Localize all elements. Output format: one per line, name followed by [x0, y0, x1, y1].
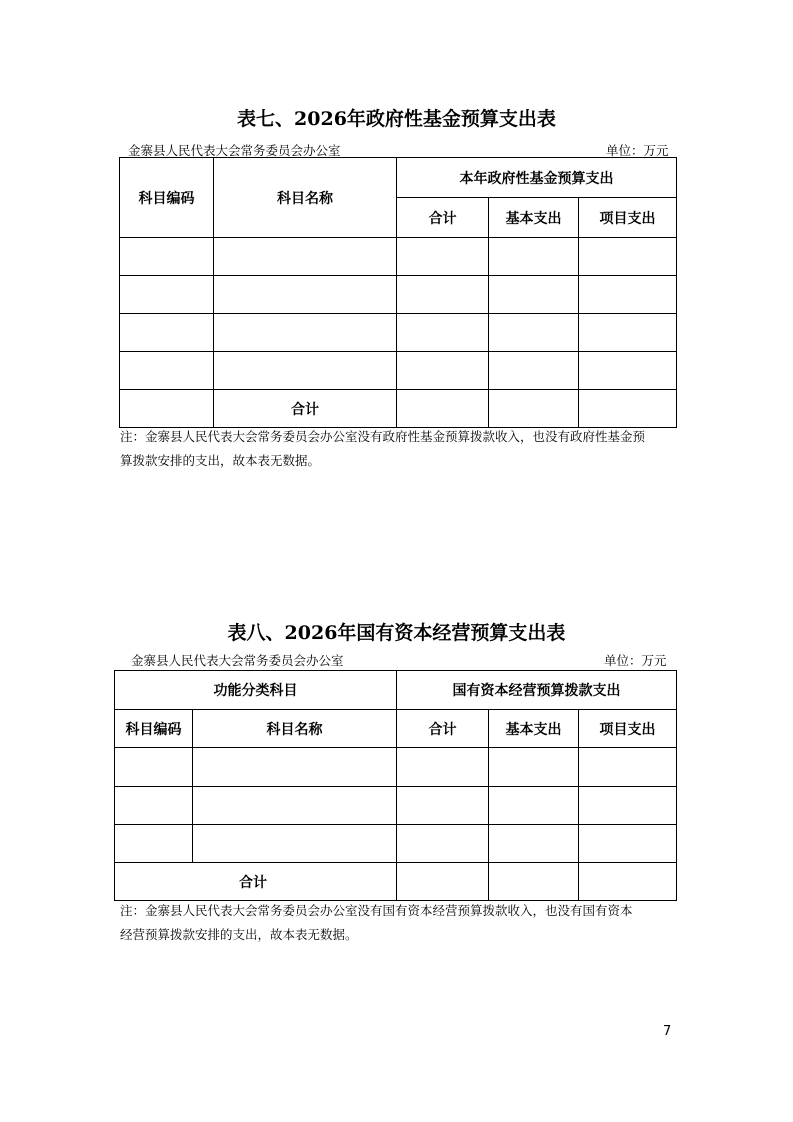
table8-unit: 单位：万元 — [604, 653, 667, 668]
table-row — [120, 314, 677, 352]
table7-org: 金寨县人民代表大会常务委员会办公室 — [128, 143, 341, 158]
table7-note-line1: 注：金寨县人民代表大会常务委员会办公室没有政府性基金预算拨款收入，也没有政府性基金预 — [120, 429, 646, 444]
table7-header-total: 合计 — [397, 198, 489, 238]
table8-total-label: 合计 — [115, 863, 397, 901]
table8-header-group-left: 功能分类科目 — [115, 671, 397, 710]
table8-header-project: 项目支出 — [579, 710, 677, 748]
table-row — [115, 748, 677, 787]
table8-header-total: 合计 — [397, 710, 489, 748]
table8 — [114, 670, 677, 901]
table8-title: 表八、2026年国有资本经营预算支出表 — [227, 622, 566, 644]
table7-note-line2: 算拨款安排的支出，故本表无数据。 — [120, 453, 321, 468]
table8-header-basic: 基本支出 — [489, 710, 579, 748]
table8-org: 金寨县人民代表大会常务委员会办公室 — [131, 653, 344, 668]
table7-header-project: 项目支出 — [579, 198, 677, 238]
table-row — [120, 276, 677, 314]
table-row — [120, 238, 677, 276]
page-number: 7 — [663, 1024, 672, 1039]
table7-unit: 单位：万元 — [606, 143, 669, 158]
table7-title: 表七、2026年政府性基金预算支出表 — [237, 108, 556, 130]
table7-total-label: 合计 — [214, 390, 397, 428]
table7-header-basic: 基本支出 — [489, 198, 579, 238]
table-row — [120, 352, 677, 390]
table7-header-name: 科目名称 — [214, 158, 397, 238]
table7 — [119, 157, 677, 428]
table-row — [115, 825, 677, 863]
table8-header-name: 科目名称 — [193, 710, 397, 748]
table8-note-line2: 经营预算拨款安排的支出，故本表无数据。 — [120, 927, 358, 942]
table7-note — [120, 425, 676, 473]
table8-note — [120, 899, 676, 947]
table7-header-code: 科目编码 — [120, 158, 214, 238]
table7-header-group: 本年政府性基金预算支出 — [397, 158, 677, 198]
table8-header-code: 科目编码 — [115, 710, 193, 748]
table8-note-line1: 注：金寨县人民代表大会常务委员会办公室没有国有资本经营预算拨款收入，也没有国有资本 — [120, 903, 633, 918]
table-row — [115, 787, 677, 825]
table8-header-group-right: 国有资本经营预算拨款支出 — [397, 671, 677, 710]
table7-total-row — [120, 390, 677, 428]
table8-total-row — [115, 863, 677, 901]
